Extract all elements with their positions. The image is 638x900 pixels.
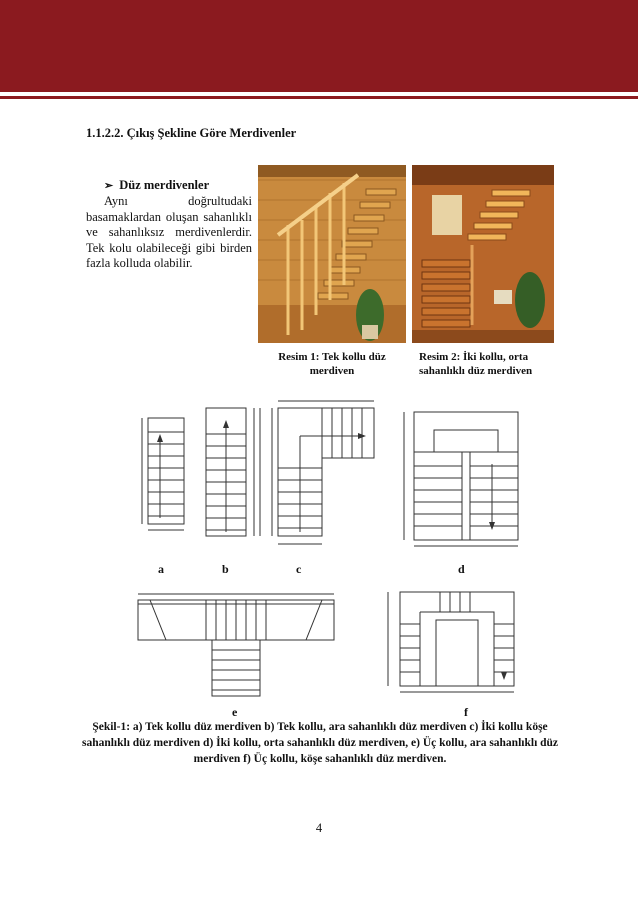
diagram-label-e: e: [232, 705, 238, 719]
diagram-label-d: d: [458, 562, 465, 576]
body-paragraph: Aynı doğrultudaki basamaklardan oluşan sahanlıklı ve sahanlıksız merdivenlerdir. Tek kolu olabileceği gibi birden fazla kolluda olabilir.: [86, 194, 252, 270]
diagram-f: [380, 586, 520, 703]
diagram-d: [400, 404, 530, 554]
diagram-label-c: c: [296, 562, 302, 576]
diagram-b: [198, 400, 264, 550]
bullet-title: Düz merdivenler: [119, 178, 210, 192]
diagram-label-a: a: [158, 562, 164, 576]
page-number: 4: [315, 821, 323, 835]
photo-straight-stair: [258, 165, 406, 343]
diagram-c: [270, 396, 382, 556]
diagram-e: [136, 588, 336, 708]
header-banner: [0, 0, 638, 92]
bullet-item: [104, 178, 209, 193]
header-rule: [0, 96, 638, 99]
section-heading: 1.1.2.2. Çıkış Şekline Göre Merdivenler: [86, 126, 297, 140]
diagram-label-b: b: [222, 562, 229, 576]
photo-caption-2: Resim 2: İki kollu, orta sahanlıklı düz merdiven: [419, 351, 533, 377]
diagram-label-f: f: [464, 705, 468, 719]
photo-caption-1: Resim 1: Tek kollu düz merdiven: [278, 351, 386, 377]
diagram-a: [138, 410, 194, 540]
arrow-bullet-icon: ➢: [104, 180, 114, 192]
photo-landing-stair: [412, 165, 554, 343]
figure-caption: Şekil-1: a) Tek kollu düz merdiven b) Tek kollu, ara sahanlıklı düz merdiven c) İki kollu köşe sahanlıklı düz merdiven d) İki kollu, orta sahanlıklı düz merdiven, e) Üç kollu, ara sahanlıklı düz merdiven f) Üç kollu, köşe sahanlıklı düz merdiven.: [81, 721, 559, 765]
